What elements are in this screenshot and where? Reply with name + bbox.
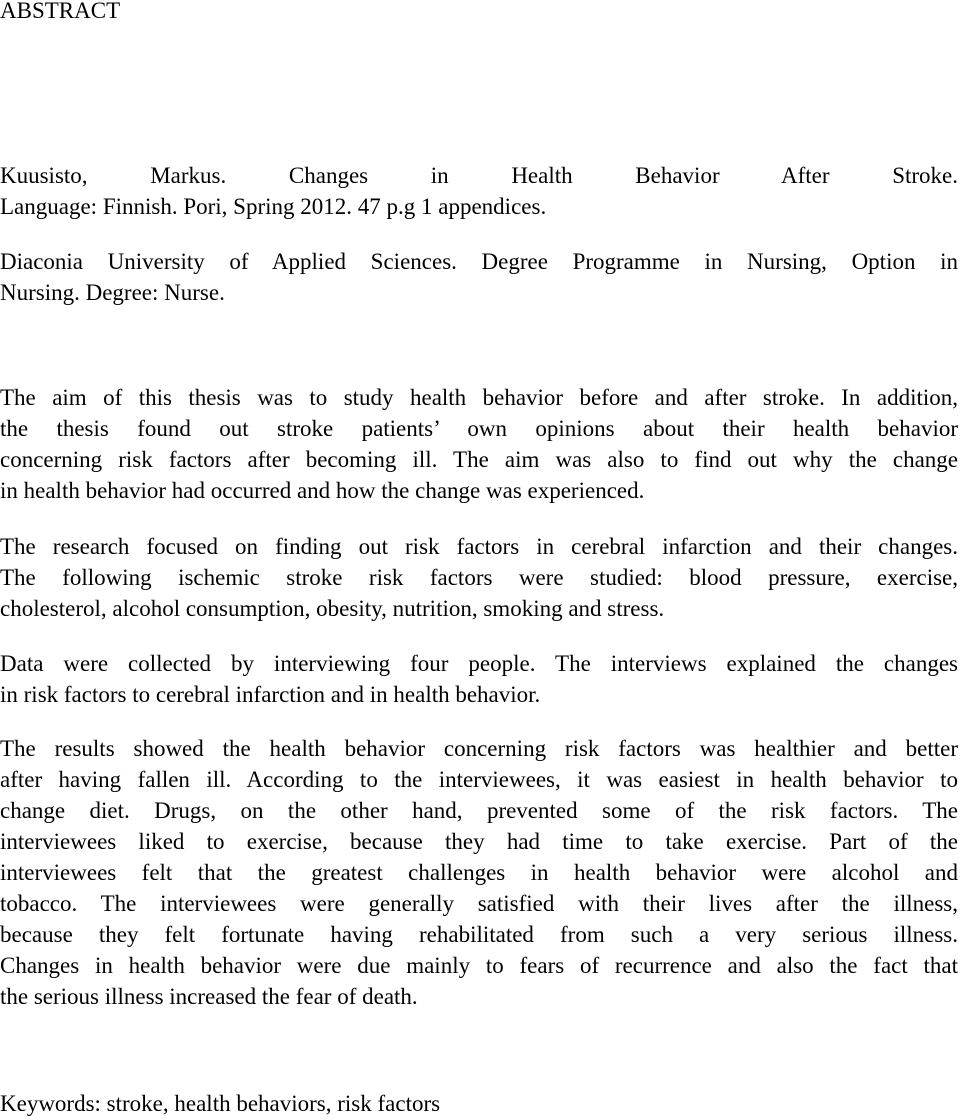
affiliation-line: Diaconia University of Applied Sciences. Degree Programme in Nursing, Option in bbox=[0, 249, 958, 274]
paragraph-line: in health behavior had occurred and how the change was experienced. bbox=[0, 478, 645, 503]
paragraph-line: The results showed the health behavior concerning risk factors was healthier and better bbox=[0, 736, 958, 761]
paragraph-line: change diet. Drugs, on the other hand, prevented some of the risk factors. The bbox=[0, 798, 958, 823]
paragraph-line: after having fallen ill. According to the interviewees, it was easiest in health behavior to bbox=[0, 767, 958, 792]
paragraph-line: the serious illness increased the fear of death. bbox=[0, 984, 418, 1009]
paragraph-line: The research focused on finding out risk factors in cerebral infarction and their changes. bbox=[0, 534, 958, 559]
abstract-heading: ABSTRACT bbox=[0, 0, 121, 23]
abstract-paragraph-aim bbox=[0, 382, 958, 506]
paragraph-line: Changes in health behavior were due mainly to fears of recurrence and also the fact that bbox=[0, 953, 958, 978]
paragraph-line: cholesterol, alcohol consumption, obesity, nutrition, smoking and stress. bbox=[0, 596, 665, 621]
paragraph-line: Data were collected by interviewing four people. The interviews explained the changes bbox=[0, 651, 958, 676]
paragraph-line: the thesis found out stroke patients’ own opinions about their health behavior bbox=[0, 416, 958, 441]
citation-block bbox=[0, 160, 958, 222]
paragraph-line: The following ischemic stroke risk factors were studied: blood pressure, exercise, bbox=[0, 565, 958, 590]
paragraph-line: interviewees liked to exercise, because they had time to take exercise. Part of the bbox=[0, 829, 958, 854]
keywords-line: Keywords: stroke, health behaviors, risk factors bbox=[0, 1091, 441, 1116]
abstract-paragraph-research bbox=[0, 531, 958, 624]
abstract-paragraph-data bbox=[0, 648, 958, 710]
paragraph-line: in risk factors to cerebral infarction and in health behavior. bbox=[0, 682, 541, 707]
affiliation-block bbox=[0, 246, 958, 308]
affiliation-line: Nursing. Degree: Nurse. bbox=[0, 280, 225, 305]
paragraph-line: The aim of this thesis was to study health behavior before and after stroke. In addition, bbox=[0, 385, 958, 410]
paragraph-line: because they felt fortunate having rehabilitated from such a very serious illness. bbox=[0, 922, 958, 947]
paragraph-line: interviewees felt that the greatest challenges in health behavior were alcohol and bbox=[0, 860, 958, 885]
paragraph-line: concerning risk factors after becoming ill. The aim was also to find out why the change bbox=[0, 447, 958, 472]
abstract-paragraph-results bbox=[0, 733, 958, 1012]
citation-line: Kuusisto, Markus. Changes in Health Behavior After Stroke. bbox=[0, 163, 958, 188]
paragraph-line: tobacco. The interviewees were generally satisfied with their lives after the illness, bbox=[0, 891, 958, 916]
citation-line: Language: Finnish. Pori, Spring 2012. 47 p.g 1 appendices. bbox=[0, 194, 547, 219]
